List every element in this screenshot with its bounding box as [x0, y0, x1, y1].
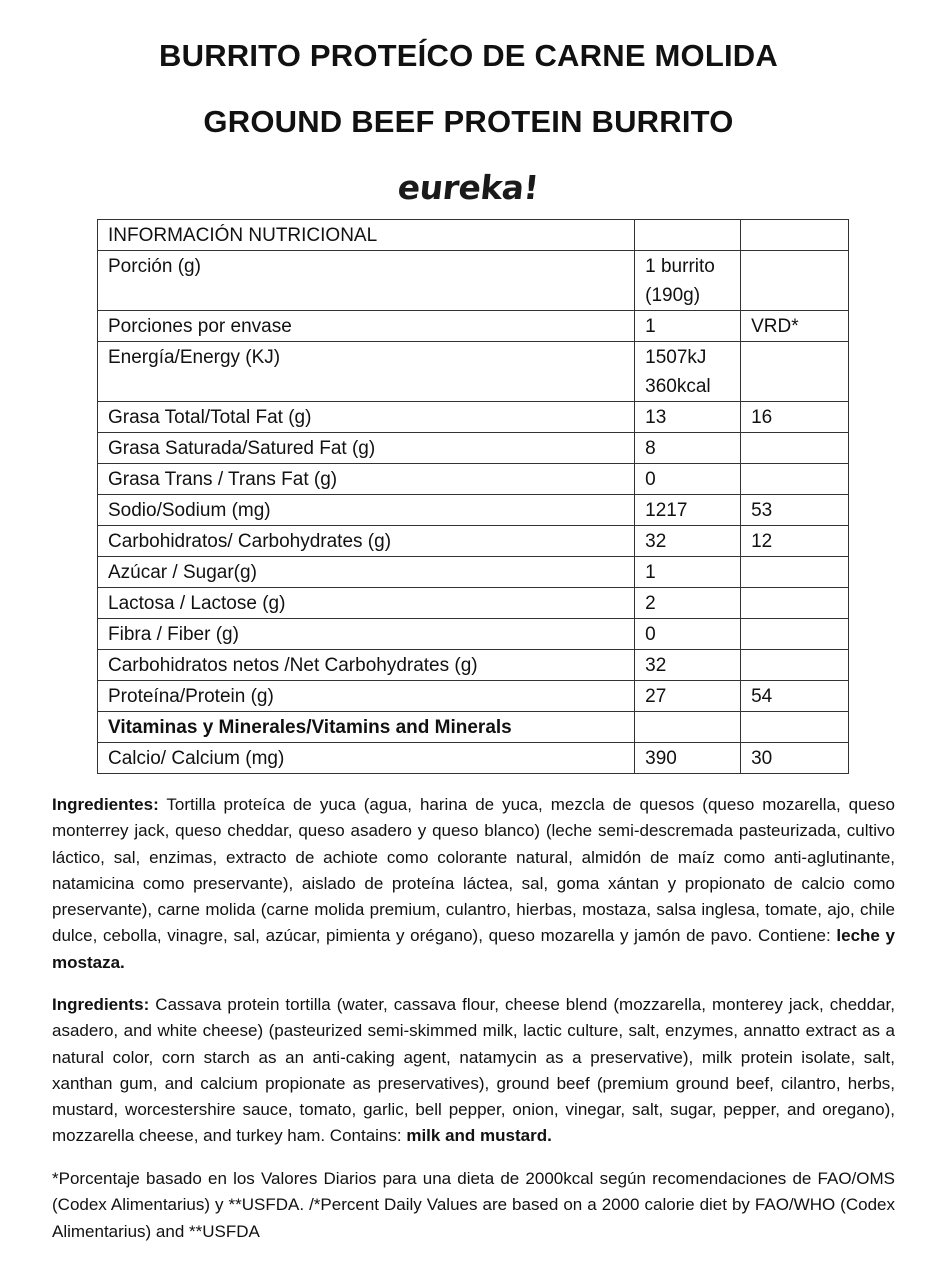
nutrient-vrd: 54	[741, 681, 849, 712]
allergens-text: leche y mostaza.	[52, 926, 895, 972]
table-row	[98, 433, 849, 464]
nutrition-facts-table	[97, 219, 849, 774]
nutrient-label: Sodio/Sodium (mg)	[98, 495, 635, 526]
nutrient-label: Grasa Total/Total Fat (g)	[98, 402, 635, 433]
ingredients-heading: Ingredients:	[52, 995, 150, 1014]
product-title-english: GROUND BEEF PROTEIN BURRITO	[203, 104, 734, 139]
nutrient-label: Porciones por envase	[98, 311, 635, 342]
nutrient-value: 27	[635, 681, 741, 712]
nutrient-value	[635, 220, 741, 251]
table-row	[98, 464, 849, 495]
nutrient-value: 1	[635, 557, 741, 588]
nutrient-vrd: 30	[741, 743, 849, 774]
nutrient-vrd	[741, 619, 849, 650]
product-title-spanish: BURRITO PROTEÍCO DE CARNE MOLIDA	[159, 38, 778, 73]
nutrient-vrd: VRD*	[741, 311, 849, 342]
nutrient-value: 2	[635, 588, 741, 619]
nutrient-label: INFORMACIÓN NUTRICIONAL	[98, 220, 635, 251]
nutrient-label: Carbohidratos netos /Net Carbohydrates (g)	[98, 650, 635, 681]
nutrient-vrd	[741, 650, 849, 681]
nutrient-vrd: 53	[741, 495, 849, 526]
nutrient-vrd	[741, 433, 849, 464]
nutrient-value: 390	[635, 743, 741, 774]
ingredients-spanish	[52, 792, 895, 976]
nutrient-value: 13	[635, 402, 741, 433]
table-row	[98, 220, 849, 251]
nutrient-vrd	[741, 588, 849, 619]
nutrient-vrd	[741, 557, 849, 588]
daily-values-footnote: *Porcentaje basado en los Valores Diarios para una dieta de 2000kcal según recomendaciones de FAO/OMS (Codex Alimentarius) y **USFDA. /*Percent Daily Values are based on a 2000 calorie diet by FAO/WHO (Codex Alimentarius) and **USFDA	[52, 1169, 895, 1241]
brand-logo-text: eureka!	[396, 168, 541, 207]
nutrient-label: Porción (g)	[98, 251, 635, 311]
nutrient-value: 32	[635, 650, 741, 681]
nutrient-label: Grasa Trans / Trans Fat (g)	[98, 464, 635, 495]
table-row	[98, 251, 849, 311]
table-row	[98, 619, 849, 650]
ingredients-heading: Ingredientes:	[52, 795, 159, 814]
table-row	[98, 557, 849, 588]
nutrient-vrd	[741, 464, 849, 495]
table-row	[98, 342, 849, 402]
nutrient-value: 1507kJ 360kcal	[635, 342, 741, 402]
nutrient-label: Carbohidratos/ Carbohydrates (g)	[98, 526, 635, 557]
table-row	[98, 743, 849, 774]
nutrient-vrd	[741, 712, 849, 743]
allergens-text: milk and mustard.	[406, 1126, 552, 1146]
nutrient-value: 1217	[635, 495, 741, 526]
table-row	[98, 311, 849, 342]
nutrient-label: Calcio/ Calcium (mg)	[98, 743, 635, 774]
table-row	[98, 650, 849, 681]
table-row	[98, 681, 849, 712]
table-row	[98, 402, 849, 433]
nutrient-label: Proteína/Protein (g)	[98, 681, 635, 712]
nutrient-value: 1 burrito (190g)	[635, 251, 741, 311]
brand-logo	[0, 168, 937, 207]
nutrient-vrd	[741, 251, 849, 311]
table-row	[98, 526, 849, 557]
nutrient-value: 0	[635, 464, 741, 495]
nutrient-value	[635, 712, 741, 743]
ingredients-text: Tortilla proteíca de yuca (agua, harina de yuca, mezcla de quesos (queso mozarella, queso monterrey jack, queso cheddar, queso asadero y queso blanco) (leche semi-descremada pasteurizada, cultivo láctico, sal, enzimas, extracto de achiote como colorante natural, almidón de maíz como anti-aglutinante, natamicina como preservante), aislado de proteína láctea, sal, goma xántan y propionato de calcio como preservante), carne molida (carne molida premium, culantro, hierbas, mostaza, salsa inglesa, tomate, ajo, chile dulce, cebolla, vinagre, sal, azúcar, pimienta y orégano), queso mozarella y jamón de pavo. Contiene:	[52, 795, 895, 946]
nutrient-label: Energía/Energy (KJ)	[98, 342, 635, 402]
nutrient-value: 1	[635, 311, 741, 342]
nutrient-label: Azúcar / Sugar(g)	[98, 557, 635, 588]
nutrient-value: 8	[635, 433, 741, 464]
nutrient-label: Grasa Saturada/Satured Fat (g)	[98, 433, 635, 464]
nutrient-value: 32	[635, 526, 741, 557]
nutrient-label: Lactosa / Lactose (g)	[98, 588, 635, 619]
nutrient-value: 0	[635, 619, 741, 650]
table-section-header-row	[98, 712, 849, 743]
table-row	[98, 495, 849, 526]
nutrient-vrd	[741, 342, 849, 402]
ingredients-english	[52, 992, 895, 1150]
nutrient-vrd	[741, 220, 849, 251]
section-label: Vitaminas y Minerales/Vitamins and Minerals	[98, 712, 635, 743]
nutrient-label: Fibra / Fiber (g)	[98, 619, 635, 650]
table-row	[98, 588, 849, 619]
nutrient-vrd: 12	[741, 526, 849, 557]
nutrient-vrd: 16	[741, 402, 849, 433]
ingredients-text: Cassava protein tortilla (water, cassava flour, cheese blend (mozzarella, monterey jack, cheddar, asadero, and white cheese) (pasteurized semi-skimmed milk, lactic culture, salt, enzymes, annatto extract as a natural color, corn starch as an anti-caking agent, natamycin as a preservative), milk protein isolate, salt, xanthan gum, and calcium propionate as preservatives), ground beef (premium ground beef, cilantro, herbs, mustard, worcestershire sauce, tomato, garlic, bell pepper, onion, vinegar, salt, sugar, pepper, and oregano), mozzarella cheese, and turkey ham. Contains:	[52, 995, 895, 1146]
